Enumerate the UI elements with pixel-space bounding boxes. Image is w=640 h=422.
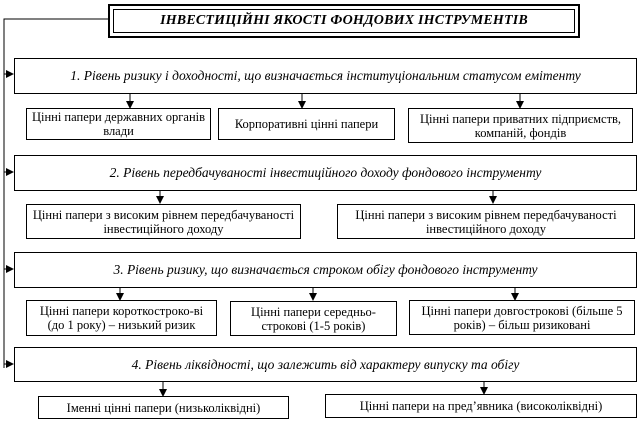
level-3-label: 3. Рівень ризику, що визначається строком обігу фондового інструменту [113, 262, 538, 277]
level-1-label: 1. Рівень ризику і доходності, що визначається інституціональним статусом емітенту [70, 68, 581, 83]
level-3-item-medium-term: Цінні папери середньо-строкові (1-5 років) [230, 301, 397, 336]
level-3-item-long-term: Цінні папери довгострокові (більше 5 років) – більш ризиковані [409, 300, 635, 335]
level-4-item-registered: Іменні цінні папери (низьколіквідні) [38, 396, 289, 419]
level-2-item-a: Цінні папери з високим рівнем передбачуваності інвестиційного доходу [26, 204, 301, 239]
level-3-box [14, 252, 637, 288]
level-1-item-state: Цінні папери державних органів влади [26, 108, 211, 140]
level-4-item-bearer: Цінні папери на пред’явника (високоліквідні) [325, 394, 637, 418]
level-1-box [14, 58, 637, 94]
level-2-label: 2. Рівень передбачуваності інвестиційного доходу фондового інструменту [109, 165, 542, 180]
level-1-item-corporate: Корпоративні цінні папери [218, 108, 395, 140]
level-3-item-short-term: Цінні папери короткостроко-ві (до 1 року) – низький ризик [26, 300, 217, 336]
level-1-item-private: Цінні папери приватних підприємств, компаній, фондів [408, 108, 633, 143]
level-2-box [14, 155, 637, 191]
level-4-box [14, 347, 637, 382]
diagram-title [108, 4, 580, 38]
diagram-title-text: ІНВЕСТИЦІЙНІ ЯКОСТІ ФОНДОВИХ ІНСТРУМЕНТІВ [160, 13, 528, 28]
level-4-label: 4. Рівень ліквідності, що залежить від характеру випуску та обігу [131, 356, 520, 372]
level-2-item-b: Цінні папери з високим рівнем передбачуваності інвестиційного доходу [337, 204, 635, 239]
